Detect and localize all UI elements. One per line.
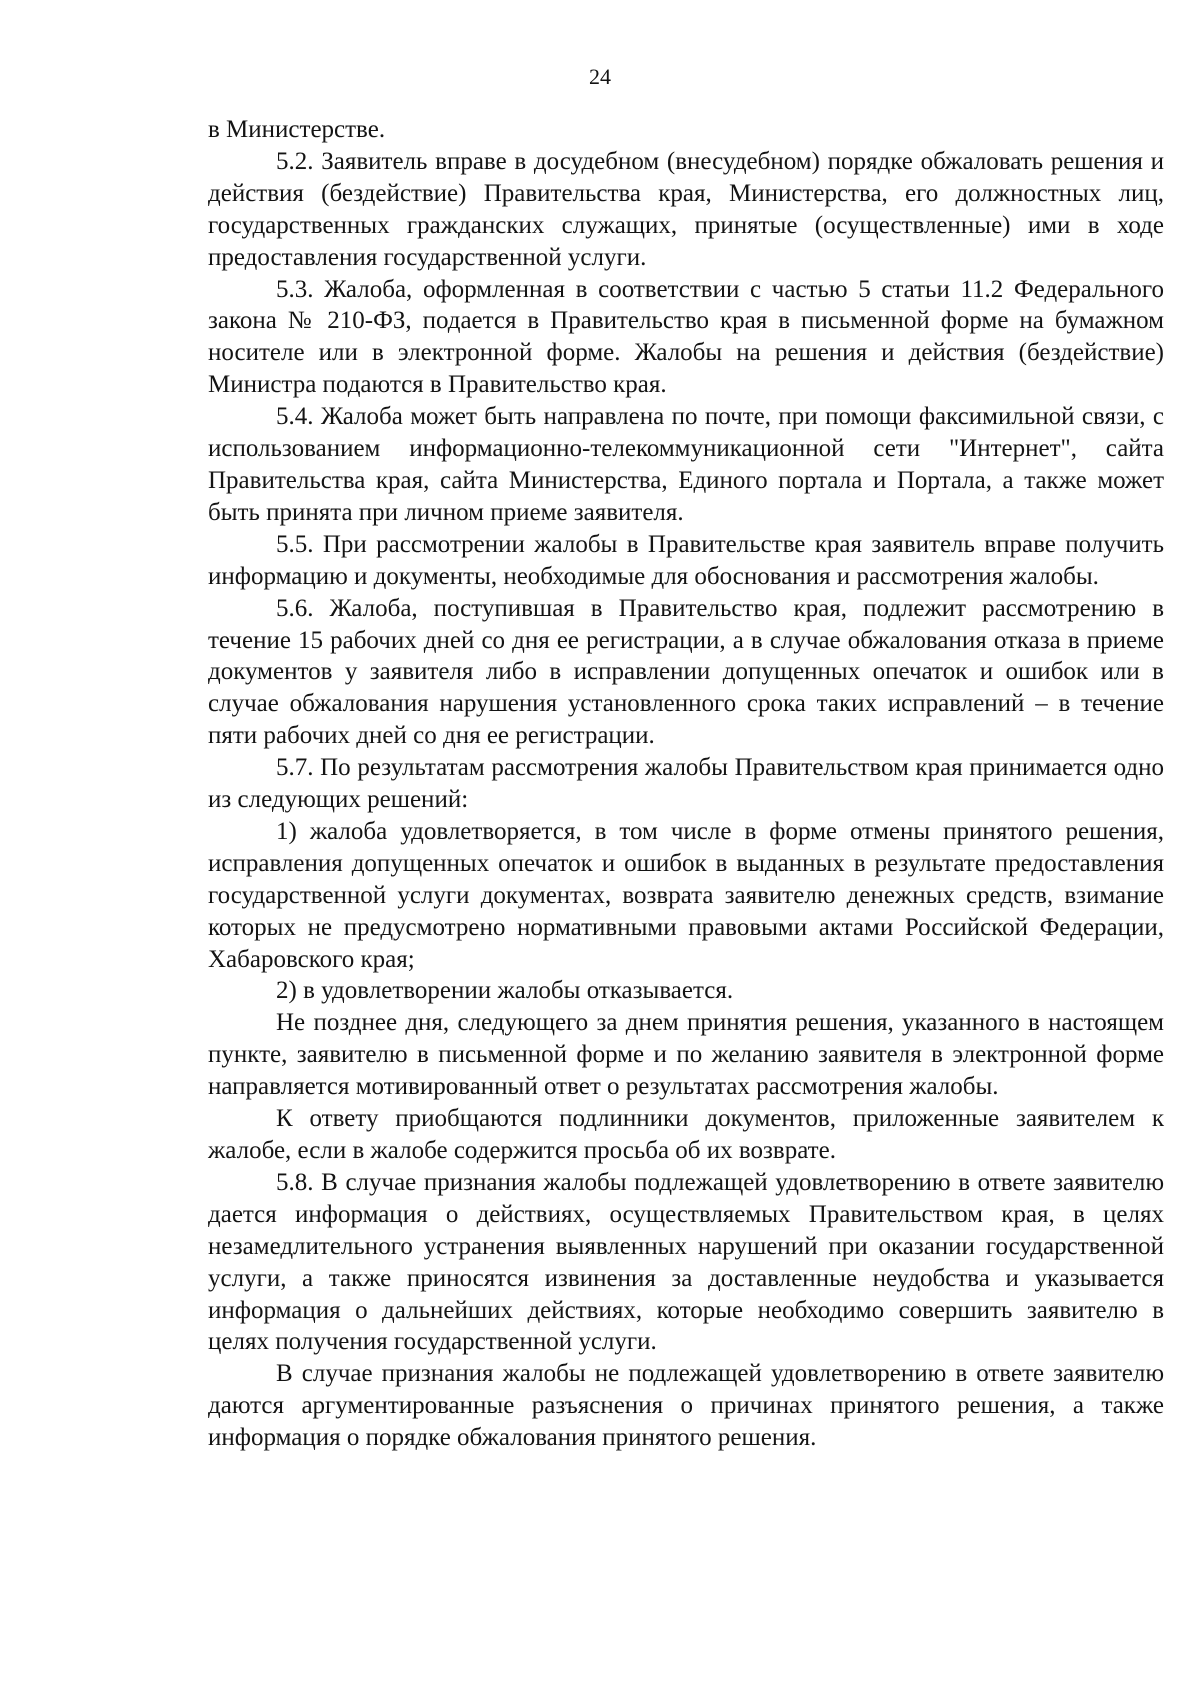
list-item-2: 2) в удовлетворении жалобы отказывается. bbox=[276, 977, 734, 1005]
paragraph-attachments: К ответу приобщаются подлинники документов, приложенные заявителем к жалобе, если в жалобе содержится просьба об их возврате. bbox=[208, 1105, 1164, 1164]
paragraph-5-2: 5.2. Заявитель вправе в досудебном (внесудебном) порядке обжаловать решения и действия (бездействие) Правительства края, Министерства, его должностных лиц, государственных гражданских служащих, принятые (осуществленные) ими в ходе предоставления государственной услуги. bbox=[208, 147, 1164, 271]
page-number: 24 bbox=[589, 64, 611, 89]
paragraph-5-5: 5.5. При рассмотрении жалобы в Правительстве края заявитель вправе получить информацию и документы, необходимые для обоснования и рассмотрения жалобы. bbox=[208, 530, 1164, 590]
paragraph-response-deadline: Не позднее дня, следующего за днем принятия решения, указанного в настоящем пункте, заявителю в письменной форме и по желанию заявителя в электронной форме направляется мотивированный ответ о результатах рассмотрения жалобы. bbox=[208, 1009, 1164, 1101]
list-item-1: 1) жалоба удовлетворяется, в том числе в форме отмены принятого решения, исправления допущенных опечаток и ошибок в выданных в результате предоставления государственной услуги документах, возврата заявителю денежных средств, взимание которых не предусмотрено нормативными правовыми актами Российской Федерации, Хабаровского края; bbox=[208, 817, 1164, 973]
paragraph-5-4: 5.4. Жалоба может быть направлена по почте, при помощи факсимильной связи, с использованием информационно-телекоммуникационной сети "Интернет", сайта Правительства края, сайта Министерства, Единого портала и Портала, а также может быть принята при личном приеме заявителя. bbox=[208, 403, 1164, 526]
paragraph-rejection: В случае признания жалобы не подлежащей удовлетворению в ответе заявителю даются аргументированные разъяснения о причинах принятого решения, а также информация о порядке обжалования принятого решения. bbox=[208, 1360, 1164, 1452]
paragraph-continuation: в Министерстве. bbox=[208, 116, 386, 143]
document-body bbox=[208, 114, 1164, 1454]
paragraph-5-3: 5.3. Жалоба, оформленная в соответствии с частью 5 статьи 11.2 Федерального закона № 210-ФЗ, подается в Правительство края в письменной форме на бумажном носителе или в электронной форме. Жалобы на решения и действия (бездействие) Министра подаются в Правительство края. bbox=[208, 275, 1164, 399]
paragraph-5-8: 5.8. В случае признания жалобы подлежащей удовлетворению в ответе заявителю дается информация о действиях, осуществляемых Правительством края, в целях незамедлительного устранения выявленных нарушений при оказании государственной услуги, а также приносятся извинения за доставленные неудобства и указывается информация о дальнейших действиях, которые необходимо совершить заявителю в целях получения государственной услуги. bbox=[208, 1168, 1164, 1356]
paragraph-5-7: 5.7. По результатам рассмотрения жалобы Правительством края принимается одно из следующих решений: bbox=[208, 754, 1164, 814]
paragraph-5-6: 5.6. Жалоба, поступившая в Правительство края, подлежит рассмотрению в течение 15 рабочих дней со дня ее регистрации, а в случае обжалования отказа в приеме документов у заявителя либо в исправлении допущенных опечаток и ошибок или в случае обжалования нарушения установленного срока таких исправлений – в течение пяти рабочих дней со дня ее регистрации. bbox=[208, 594, 1164, 750]
